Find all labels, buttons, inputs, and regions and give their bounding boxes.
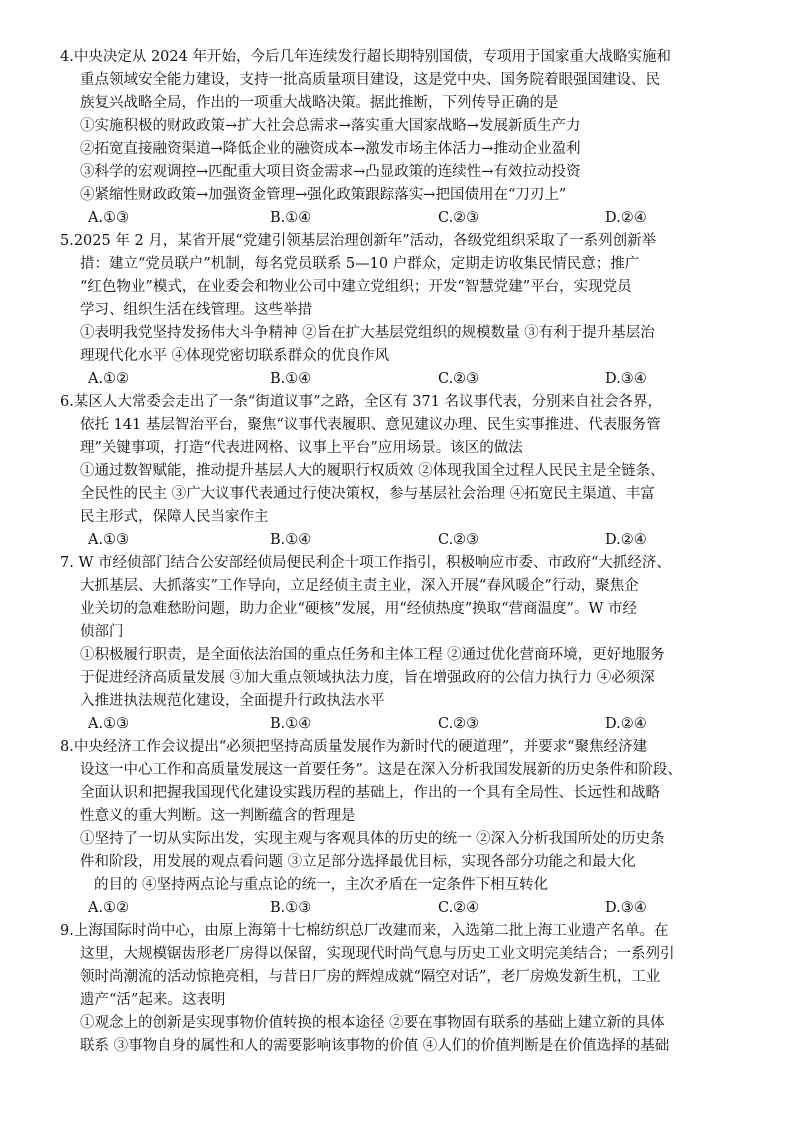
question-4	[60, 46, 750, 230]
choice-d: D.③④	[605, 900, 647, 916]
statement-line: ①积极履行职责，是全面依法治国的重点任务和主体工程 ②通过优化营商环境，更好地服务	[80, 647, 665, 663]
answer-choices	[60, 529, 750, 552]
choice-b: B.①④	[270, 716, 312, 732]
statement-line: 件和阶段，用发展的观点看问题 ③立足部分选择最优目标，实现各部分功能之和最大化	[80, 854, 636, 870]
answer-choices	[60, 897, 750, 920]
statement-line: 联系 ③事物自身的属性和人的需要影响该事物的价值 ④人们的价值判断是在价值选择的基础	[80, 1038, 670, 1054]
choice-c: C.②③	[438, 371, 480, 387]
question-stem-line: “红色物业”模式，在业委会和物业公司中建立党组织；开发“智慧党建”平台，实现党员	[80, 279, 632, 295]
statement-line: ①坚持了一切从实际出发，实现主观与客观具体的历史的统一 ②深入分析我国所处的历史条	[80, 831, 665, 847]
choice-c: C.②③	[438, 532, 480, 548]
answer-choices	[60, 713, 750, 736]
statement-line: 入推进执法规范化建设，全面提升行政执法水平	[80, 693, 385, 709]
question-7	[60, 552, 750, 736]
statement-line: 理现代化水平 ④体现党密切联系群众的优良作风	[80, 348, 390, 364]
choice-b: B.①③	[270, 900, 312, 916]
statement-line: ①观念上的创新是实现事物价值转换的根本途径 ②要在事物固有联系的基础上建立新的具体	[80, 1015, 665, 1031]
choice-a: A.①②	[88, 371, 130, 387]
choice-d: D.②④	[605, 532, 647, 548]
question-stem-line: 4.中央决定从 2024 年开始，今后几年连续发行超长期特别国债，专项用于国家重大战略实施和	[60, 49, 671, 65]
question-stem-line: 全面认识和把握我国现代化建设实践历程的基础上，作出的一个具有全局性、长远性和战略	[80, 785, 660, 801]
statement-line: ①实施积极的财政政策→扩大社会总需求→落实重大国家战略→发展新质生产力	[80, 118, 581, 134]
answer-choices	[60, 368, 750, 391]
answer-choices	[60, 207, 750, 230]
question-stem-line: 措：建立“党员联户”机制，每名党员联系 5—10 户群众，定期走访收集民情民意；推广	[80, 256, 640, 272]
question-5	[60, 230, 750, 391]
choice-c: C.②④	[438, 900, 480, 916]
question-stem-line: 学习、组织生活在线管理。这些举措	[80, 302, 312, 318]
choice-d: D.②④	[605, 210, 647, 226]
question-stem-line: 9.上海国际时尚中心，由原上海第十七棉纺织总厂改建而来，入选第二批上海工业遗产名单。在	[60, 923, 669, 939]
choice-b: B.①④	[270, 210, 312, 226]
choice-b: B.①④	[270, 371, 312, 387]
question-stem-line: 依托 141 基层智治平台，聚焦“议事代表履职、意见建议办理、民生实事推进、代表服务管	[80, 417, 661, 433]
question-stem-line: 业关切的急难愁盼问题，助力企业“硬核”发展，用“经侦热度”换取“营商温度”。W 市经	[80, 601, 637, 617]
question-stem-line: 性意义的重大判断。这一判断蕴含的哲理是	[80, 808, 356, 824]
question-stem-line: 遗产“活”起来。这表明	[80, 992, 226, 1008]
question-stem-line: 6.某区人大常委会走出了一条“街道议事”之路，全区有 371 名议事代表，分别来自社会各界，	[60, 394, 663, 410]
choice-d: D.②④	[605, 716, 647, 732]
statement-line: ④紧缩性财政政策→加强资金管理→强化政策跟踪落实→把国债用在“刀刃上”	[80, 187, 567, 203]
question-stem-line: 设这一中心工作和高质量发展这一首要任务”。这是在深入分析我国发展新的历史条件和阶段、	[80, 762, 682, 778]
choice-b: B.①④	[270, 532, 312, 548]
question-8	[60, 736, 750, 920]
statement-line: ③科学的宏观调控→匹配重大项目资金需求→凸显政策的连续性→有效拉动投资	[80, 164, 581, 180]
question-stem-line: 8.中央经济工作会议提出“必须把坚持高质量发展作为新时代的硬道理”，并要求“聚焦经济建	[60, 739, 648, 755]
question-stem-line: 族复兴战略全局，作出的一项重大战略决策。据此推断，下列传导正确的是	[80, 95, 559, 111]
question-6	[60, 391, 750, 552]
question-stem-line: 重点领域安全能力建设，支持一批高质量项目建设，这是党中央、国务院着眼强国建设、民	[80, 72, 660, 88]
statement-line: 于促进经济高质量发展 ③加大重点领域执法力度，旨在增强政府的公信力执行力 ④必须深	[80, 670, 655, 686]
choice-a: A.①②	[88, 900, 130, 916]
statement-line: ①表明我党坚持发扬伟大斗争精神 ②旨在扩大基层党组织的规模数量 ③有利于提升基层治	[80, 325, 655, 341]
choice-a: A.①③	[88, 716, 130, 732]
statement-line: 的目的 ④坚持两点论与重点论的统一，主次矛盾在一定条件下相互转化	[94, 877, 549, 893]
question-stem-line: 领时尚潮流的活动惊艳亮相，与昔日厂房的辉煌成就“隔空对话”，老厂房焕发新生机，工业	[80, 969, 661, 985]
choice-d: D.③④	[605, 371, 647, 387]
question-stem-line: 大抓基层、大抓落实”工作导向，立足经侦主责主业，深入开展“春风暖企”行动，聚焦企	[80, 578, 639, 594]
statement-line: 全民性的民主 ③广大议事代表通过行使决策权，参与基层社会治理 ④拓宽民主渠道、丰富	[80, 486, 655, 502]
statement-line: 民主形式，保障人民当家作主	[80, 509, 269, 525]
question-stem-line: 5.2025 年 2 月，某省开展“党建引领基层治理创新年”活动，各级党组织采取了一系列创新举	[60, 233, 657, 249]
question-stem-line: 这里，大规模锯齿形老厂房得以保留，实现现代时尚气息与历史工业文明完美结合；一系列引	[80, 946, 675, 962]
choice-a: A.①③	[88, 532, 130, 548]
question-stem-line: 理”关键事项，打造“代表进网格、议事上平台”应用场景。该区的做法	[80, 440, 523, 456]
statement-line: ②拓宽直接融资渠道→降低企业的融资成本→激发市场主体活力→推动企业盈利	[80, 141, 581, 157]
statement-line: ①通过数智赋能，推动提升基层人大的履职行权质效 ②体现我国全过程人民民主是全链条、	[80, 463, 665, 479]
question-9	[60, 920, 750, 1058]
choice-c: C.②③	[438, 210, 480, 226]
choice-a: A.①③	[88, 210, 130, 226]
question-stem-line: 7. W 市经侦部门结合公安部经侦局便民利企十项工作指引，积极响应市委、市政府“大抓经济、	[60, 555, 671, 571]
question-stem-line: 侦部门	[80, 624, 124, 640]
choice-c: C.②③	[438, 716, 480, 732]
